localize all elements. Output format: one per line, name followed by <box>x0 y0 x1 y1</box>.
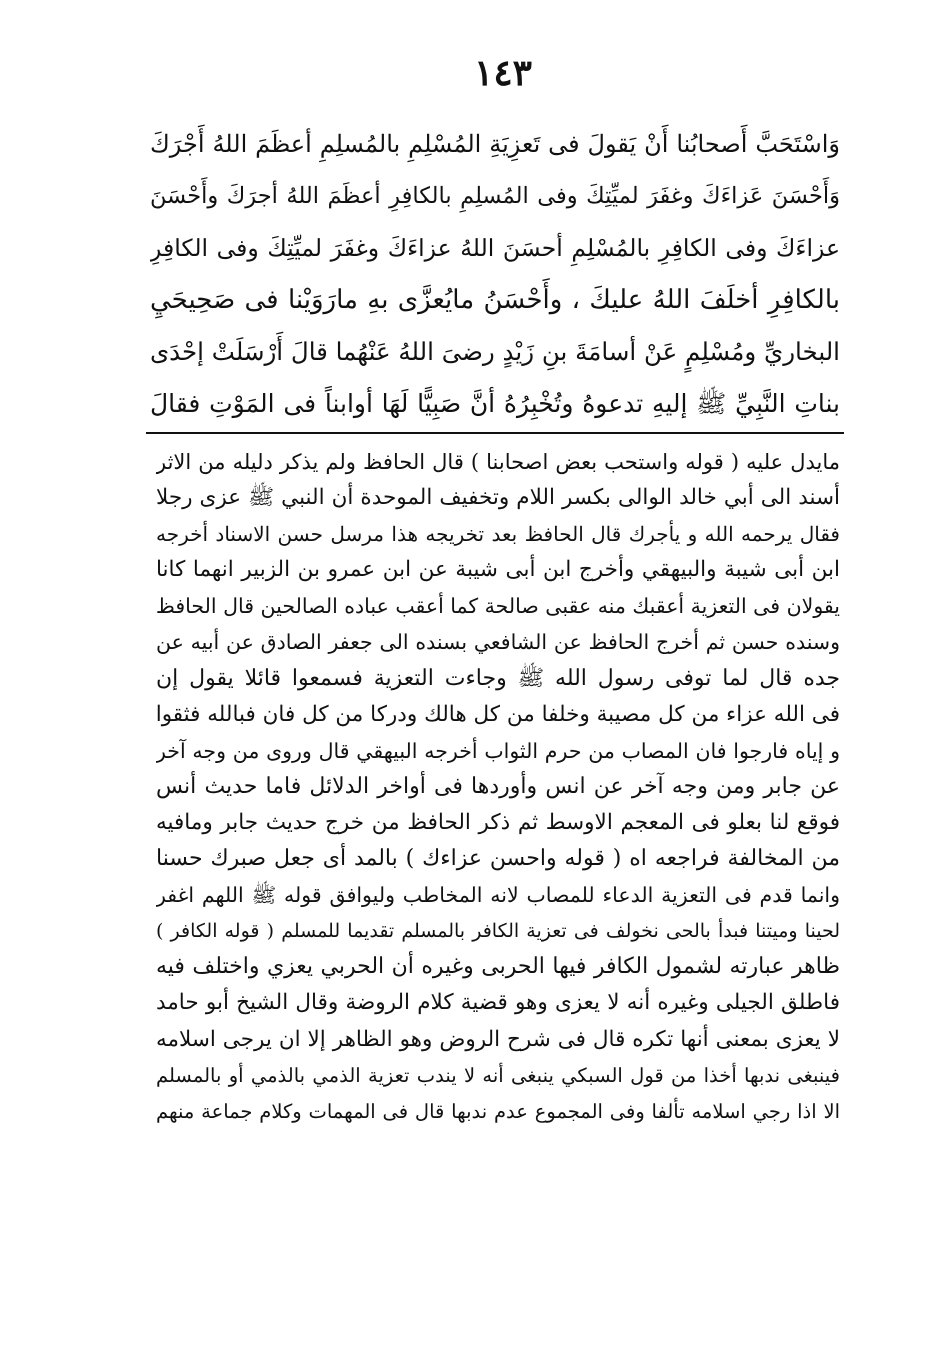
commentary-line: فاطلق الجيلى وغيره أنه لا يعزى وهو قضية كلام الروضة وقال الشيخ أبو حامد <box>156 990 840 1016</box>
commentary-line: جده قال لما توفى رسول الله ﷺ وجاءت التعزية فسمعوا قائلا يقول إن <box>156 665 840 691</box>
commentary-line: يقولان فى التعزية أعقبك منه عقبى صالحة كما أعقب عباده الصالحين قال الحافظ <box>156 594 840 619</box>
commentary-line: ظاهر عبارته لشمول الكافر فيها الحربى وغيره أن الحربي يعزي واختلف فيه <box>156 954 840 980</box>
commentary-line: و إياه فارجوا فان المصاب من حرم الثواب أخرجه البيهقي قال وروى من وجه آخر <box>156 738 840 763</box>
main-text-block <box>150 118 840 430</box>
main-text-line: وَاسْتَحَبَّ أَصحابُنا أَنْ يَقولَ فى تَعزِيَةِ المُسْلِمِ بالمُسلِمِ أعظَمَ اللهُ أَجْرَكَ <box>150 130 840 158</box>
main-text-line: البخاريِّ ومُسْلِمٍ عَنْ أسامَةَ بنِ زَيْدٍ رضىَ اللهُ عَنْهُما قالَ أَرْسَلَتْ إحْدَى <box>150 337 840 366</box>
main-text-line: بناتِ النَّبِيِّ ﷺ إليهِ تدعوهُ وتُخْبِرُهُ أنَّ صَبِيًّا لَهَا أوابناً فى المَوْتِ فقالَ <box>150 389 840 418</box>
main-text-line: وَأَحْسَنَ عَزاءَكَ وغفَرَ لميِّتِكَ وفى المُسلِمِ بالكافِرِ أعظَمَ اللهُ أجرَكَ وأَحْسَنَ <box>150 183 840 209</box>
commentary-line: فوقع لنا بعلو فى المعجم الاوسط ثم ذكر الحافظ من خرج حديث جابر ومافيه <box>156 809 840 835</box>
section-divider <box>146 432 844 434</box>
commentary-line: وسنده حسن ثم أخرج الحافظ عن الشافعي بسنده الى جعفر الصادق عن أبيه عن <box>156 630 840 655</box>
commentary-block <box>156 444 840 1130</box>
commentary-line: لحينا وميتنا فبدأ بالحى نخولف فى تعزية الكافر بالمسلم تقديما للمسلم ( قوله الكافر ) <box>156 920 840 943</box>
commentary-line: فى الله عزاء من كل مصيبة وخلفا من كل هالك ودركا من كل فان فبالله فثقوا <box>156 701 840 727</box>
commentary-line: فينبغى ندبها أخذا من قول السبكي ينبغى أنه لا يندب تعزية الذمي بالذمي أو بالمسلم <box>156 1063 840 1087</box>
commentary-line: لا يعزى بمعنى أنها تكره قال فى شرح الروض وهو الظاهر إلا ان يرجى اسلامه <box>156 1026 840 1052</box>
commentary-line: عن جابر ومن وجه آخر عن انس وأوردها فى أواخر الدلائل فاما حديث أنس <box>156 773 840 799</box>
commentary-line: من المخالفة فراجعه اه ( قوله واحسن عزاءك ) بالمد أى جعل صبرك حسنا <box>156 846 840 872</box>
main-text-line: عزاءَكَ وفى الكافِرِ بالمُسْلِمِ أحسَنَ اللهُ عزاءَكَ وغفَرَ لميِّتِكَ وفى الكافِرِ <box>150 234 840 262</box>
commentary-line: أسند الى أبي خالد الوالى بكسر اللام وتخفيف الموحدة أن النبي ﷺ عزى رجلا <box>156 485 840 511</box>
commentary-line: الا اذا رجي اسلامه تألفا وفى المجموع عدم ندبها قال فى المهمات وكلام جماعة منهم <box>156 1099 840 1123</box>
commentary-line: مايدل عليه ( قوله واستحب بعض اصحابنا ) قال الحافظ ولم يذكر دليله من الاثر <box>156 450 840 474</box>
commentary-line: فقال يرحمه الله و يأجرك قال الحافظ بعد تخريجه هذا مرسل حسن الاسناد أخرجه <box>156 522 840 547</box>
commentary-line: ابن أبى شيبة والبيهقي وأخرج ابن أبى شيبة عن ابن عمرو بن الزبير انهما كانا <box>156 557 840 583</box>
main-text-line: بالكافِرِ أخلَفَ اللهُ عليكَ ، وأَحْسَنُ مايُعزَّى بهِ مارَوَيْنا فى صَحِيحَيِ <box>150 285 840 315</box>
page-number: ١٤٣ <box>473 52 532 94</box>
commentary-line: وانما قدم فى التعزية الدعاء للمصاب لانه المخاطب وليوافق قوله ﷺ اللهم اغفر <box>156 883 840 908</box>
